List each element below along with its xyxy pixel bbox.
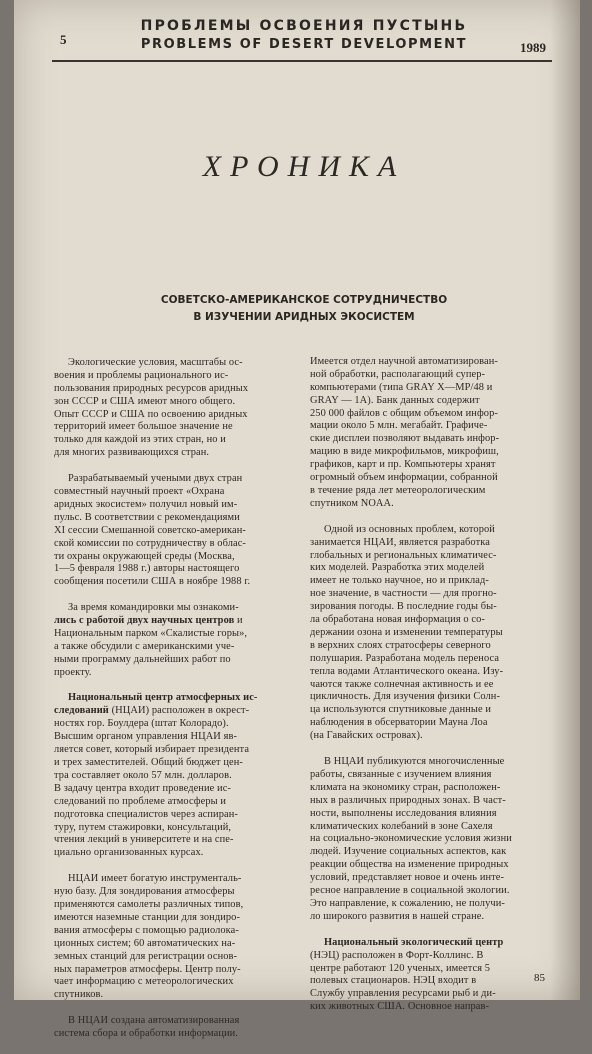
paragraph bbox=[310, 937, 544, 1014]
page-number: 85 bbox=[534, 972, 545, 984]
paragraph bbox=[54, 692, 288, 860]
bold-phrase: лись с работой двух научных центров bbox=[54, 615, 235, 627]
nec-heading: Национальный экологический центр bbox=[324, 936, 504, 948]
paragraph: В НЦАИ создана автоматизированная система сбора и обработки информации. bbox=[54, 1015, 240, 1040]
paragraph-text: (НЦАИ) расположен в окрест- ностях гор. Боулдера (штат Колорадо). Высшим органом управления НЦАИ яв- ляется совет, который избирает президента и трех заместителей. Общий бюджет цен- тра составляет около 57 млн. долларов. В задачу центра входит проведение ис- следований по проблеме атмосферы и подготовка специалистов через аспиран- туру, путем стажировки, консультаций, чтения лекций в университете и на спе- циально организованных курсах. bbox=[54, 705, 250, 859]
paragraph: В НЦАИ публикуются многочисленные работы, связанные с изучением влияния климата на экономику стран, расположен- ных в различных природных зонах. В част- ности, выполнены исследования влияния климатических колебаний в зоне Сахеля на социально-экономические условия жизни людей. Изучение социальных аспектов, как реакции общества на изменение природных условий, представляет новое и очень инте- ресное направление в социальной экологии. Это направление, к сожалению, не получи- ло широкого развития в нашей стране. bbox=[310, 756, 512, 922]
article-title-line1: СОВЕТСКО-АМЕРИКАНСКОЕ СОТРУДНИЧЕСТВО bbox=[160, 294, 448, 306]
article-title bbox=[114, 292, 494, 326]
article-title-line2: В ИЗУЧЕНИИ АРИДНЫХ ЭКОСИСТЕМ bbox=[193, 311, 415, 323]
ncar-heading: Национальный центр атмосферных ис- следований bbox=[54, 692, 258, 717]
issue-number: 5 bbox=[60, 32, 67, 47]
journal-title-en: PROBLEMS OF DESERT DEVELOPMENT bbox=[140, 37, 468, 52]
left-column bbox=[54, 344, 288, 1054]
header-divider bbox=[52, 60, 552, 62]
journal-year: 1989 bbox=[520, 40, 546, 55]
paragraph: НЦАИ имеет богатую инструменталь- ную базу. Для зондирования атмосферы применяются самолеты различных типов, имеются наземные станции для зондиро- вания атмосферы с помощью радиолока- ционных систем; 60 автоматических на- земных станций для регистрации основ- ных параметров атмосферы. Центр полу- чает информацию с метеорологических спутников. bbox=[54, 873, 244, 1001]
paragraph bbox=[54, 602, 288, 679]
paragraph: Разрабатываемый учеными двух стран совместный научный проект «Охрана aридных экосистем» получил новый им- пульс. В соответствии с рекомендациями XI сессии Смешанной советско-американ- ской комиссии по сотрудничеству в облас- ти охраны окружающей среды (Москва, 1—5 февраля 1988 г.) авторы настоящего сообщения посетили США в ноябре 1988 г. bbox=[54, 473, 251, 588]
paragraph-text: (НЭЦ) расположен в Форт-Коллинс. В центре работают 120 ученых, имеется 5 полевых стационаров. НЭЦ входит в Службу управления ресурсами рыб и ди- ких животных США. Основное направ- bbox=[310, 949, 496, 1013]
paragraph: Имеется отдел научной автоматизирован- ной обработки, располагающий супер- компьютерами (типа GRAY X—MP/48 и GRAY — 1A). Банк данных содержит 250 000 файлов с общим объемом инфор- мации около 5 млн. мегабайт. Графиче- ские дисплеи позволяют выдавать инфор- мацию в виде микрофильмов, микрофиш, графиков, карт и пр. Компьютеры хранят огромный объем информации, собранной в течение ряда лет метеорологическим спутником NOAA. bbox=[310, 355, 500, 509]
paragraph: Одной из основных проблем, которой занимается НЦАИ, является разработка глобальных и региональных климатичес- ких моделей. Разработка этих моделей имеет не только научное, но и приклад- ное значение, в частности — для прогно- зирования погоды. В последние годы бы- ла обработана новая информация о со- держании озона и изменении температуры в верхних слоях стратосферы северного полушария. Разработана модель переноса тепла водами Атлантического океана. Изу- чаются также солнечная активность и ее цикличность. Для изучения физики Солн- ца используются спутниковые данные и наблюдения в обсерватории Мауна Лоа (на Гавайских островах). bbox=[310, 523, 504, 742]
paragraph: Экологические условия, масштабы ос- воения и проблемы рационального ис- пользования природных ресурсов аридных зон СССР и США имеют много общего. Опыт СССР и США по освоению аридных территорий имеет большое значение не только для каждой из этих стран, но и для многих развивающихся стран. bbox=[54, 356, 249, 459]
paragraph-text: За время командировки мы ознакоми- bbox=[68, 602, 239, 614]
right-column bbox=[310, 343, 544, 1027]
journal-page bbox=[14, 0, 580, 1040]
journal-title-ru: ПРОБЛЕМЫ ОСВОЕНИЯ ПУСТЫНЬ bbox=[140, 18, 468, 34]
paragraph-text: и Национальным парком «Скалистые горы», а также обсудили с американскими уче- ными программу дальнейших работ по проекту. bbox=[54, 615, 248, 678]
section-title: ХРОНИКА bbox=[202, 150, 406, 183]
